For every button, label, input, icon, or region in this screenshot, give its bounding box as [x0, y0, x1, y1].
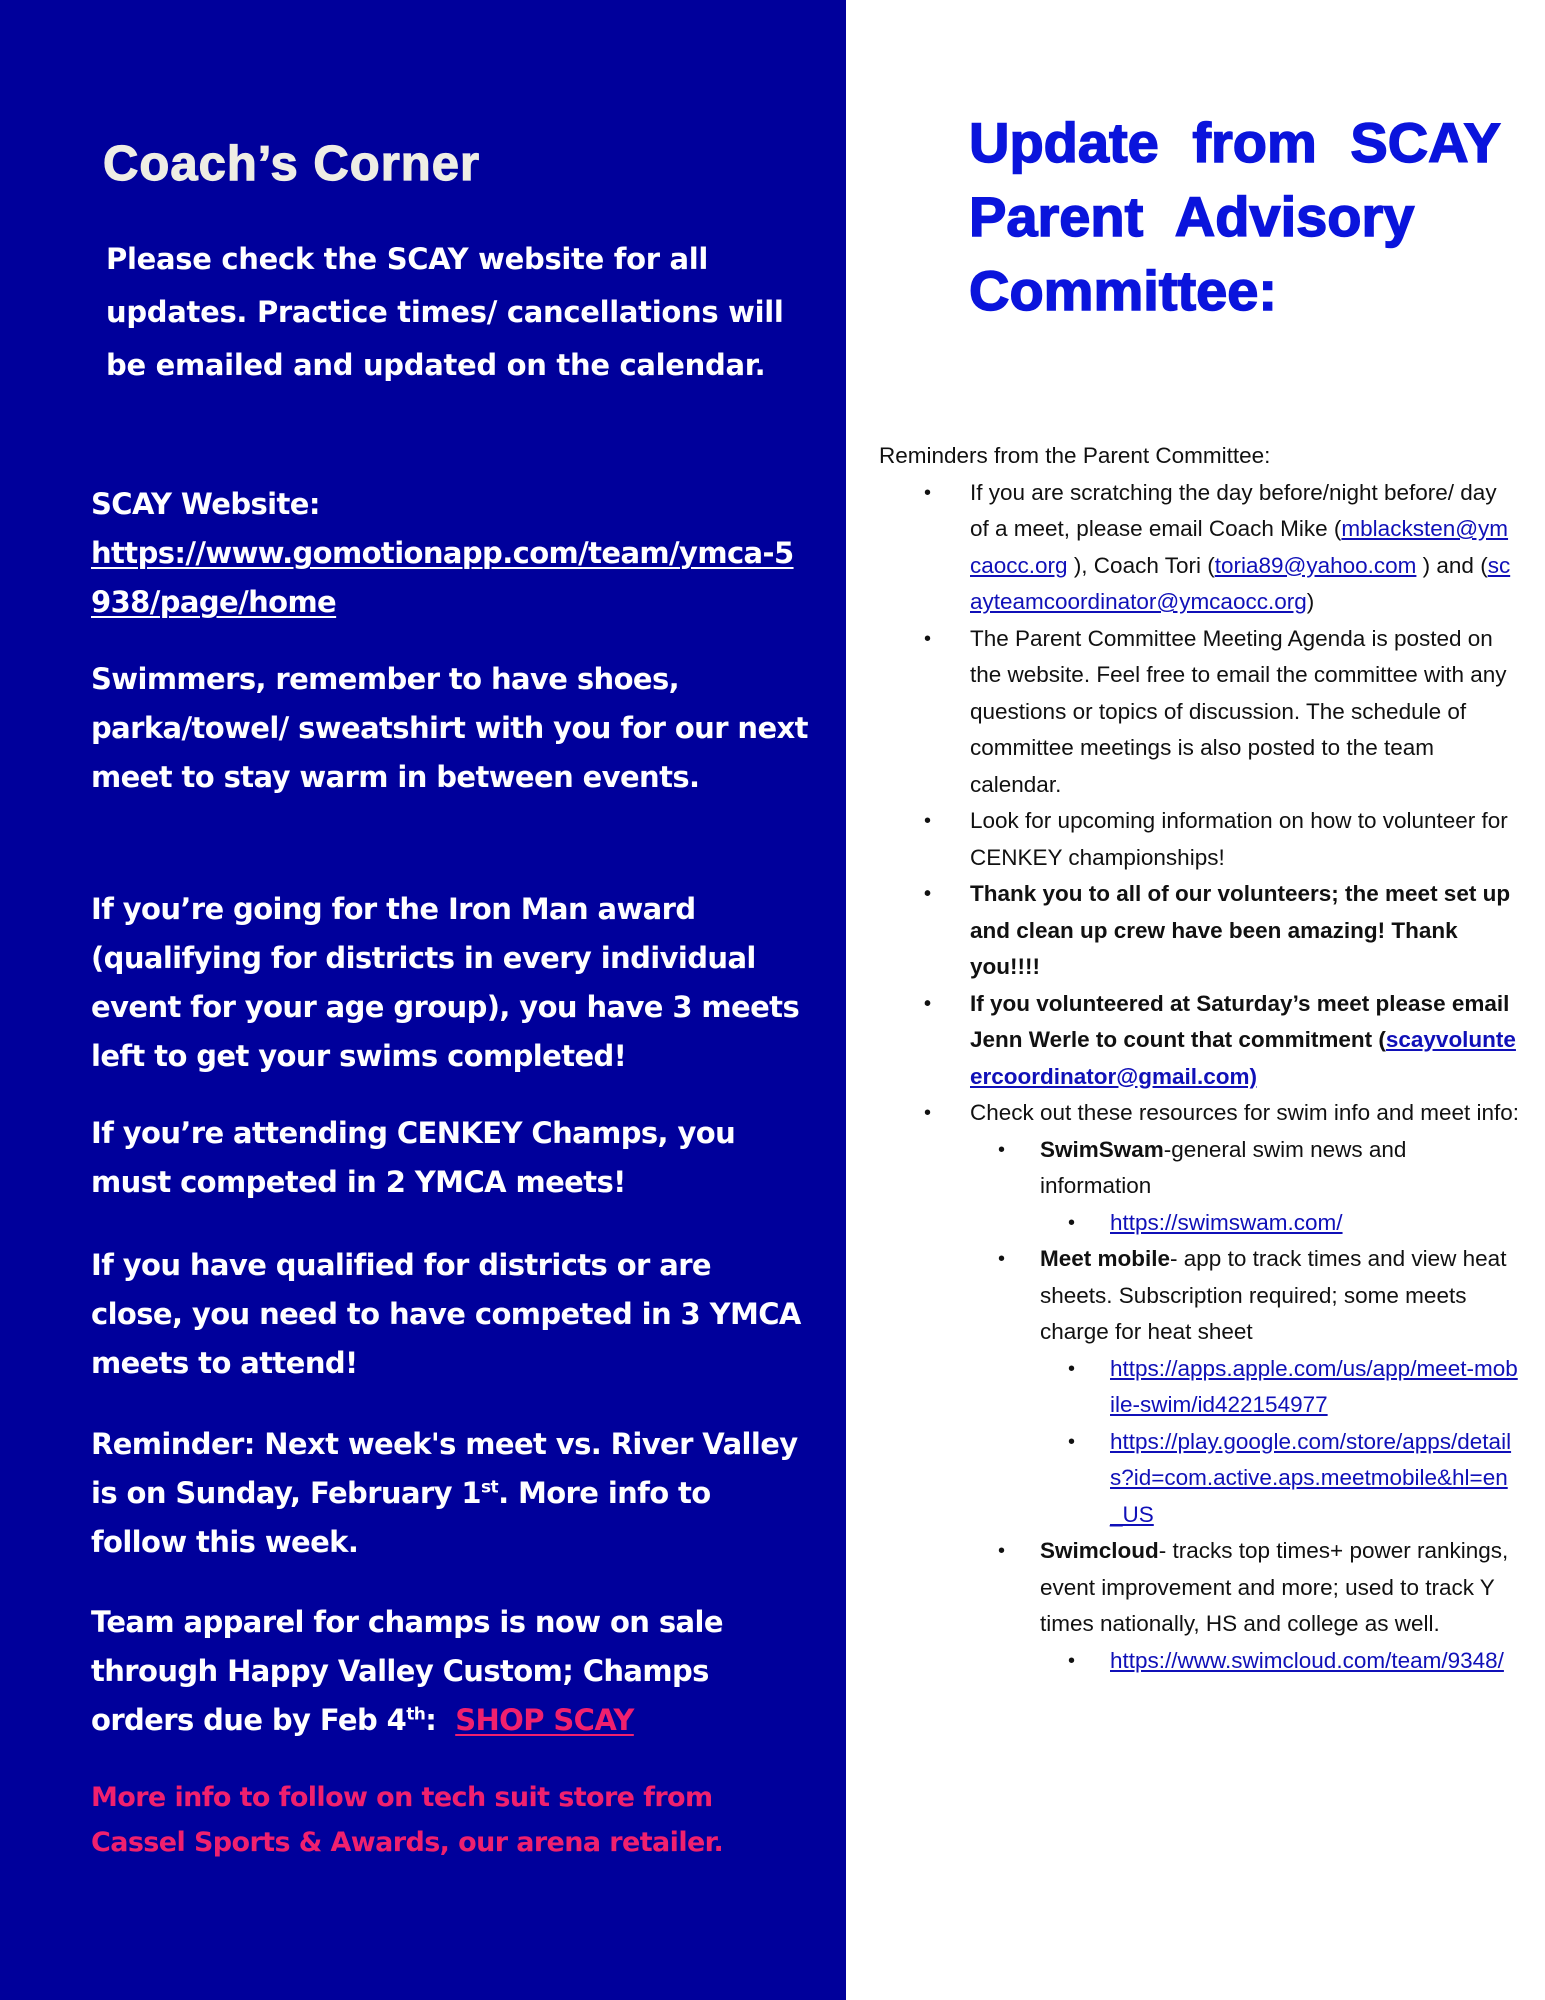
- item-text: (: [1378, 1027, 1386, 1052]
- ordinal-suffix: st: [481, 1477, 499, 1498]
- resource-link-item: [879, 1424, 1519, 1534]
- resource-desc: -general swim news and information: [1040, 1136, 1407, 1198]
- resource-item-swimcloud: [879, 1533, 1519, 1679]
- coach-intro-text: Please check the SCAY website for all updates. Practice times/ cancellations will be emailed and updated on the calendar.: [106, 242, 784, 382]
- list-item: [879, 876, 1519, 986]
- item-text: If you volunteered at Saturday’s meet please email Jenn Werle to count that commitment: [970, 990, 1510, 1052]
- bullet-icon: •: [924, 481, 932, 504]
- resource-name: Swimcloud: [1040, 1538, 1159, 1563]
- bullet-icon: •: [998, 1138, 1006, 1161]
- list-item: [879, 803, 1519, 876]
- iron-man-note: If you’re going for the Iron Man award (qualifying for districts in every individual event for your age group), you have 3 meets left to get your swims completed!: [91, 892, 800, 1073]
- resource-links: [1040, 1351, 1519, 1534]
- email-link-coach-mike[interactable]: mblacksten@ymcaocc.org: [970, 516, 1509, 578]
- list-item: [879, 621, 1519, 804]
- districts-note: If you have qualified for districts or are close, you need to have competed in 3 YMCA meets to attend!: [91, 1248, 801, 1380]
- resource-desc: - tracks top times+ power rankings, event improvement and more; used to track Y times nationally, HS and college as well.: [1040, 1538, 1509, 1636]
- resources-list: [970, 1132, 1519, 1680]
- email-link-volunteer-coordinator[interactable]: scayvolunteercoordinator@gmail.com): [970, 1027, 1516, 1089]
- item-text: If you are scratching the day before/night before/ day of a meet, please email Coach Mike (: [970, 479, 1497, 541]
- website-paragraph: [91, 480, 811, 627]
- bullet-icon: •: [998, 1248, 1006, 1270]
- apparel-text: Team apparel for champs is now on sale through Happy Valley Custom; Champs orders due by Feb 4: [91, 1605, 723, 1737]
- bullet-icon: •: [1068, 1430, 1076, 1453]
- list-item: [879, 986, 1519, 1096]
- website-label: SCAY Website:: [91, 487, 320, 521]
- cenkey-note: If you’re attending CENKEY Champs, you must competed in 2 YMCA meets!: [91, 1116, 736, 1199]
- resource-link-item: [879, 1351, 1519, 1424]
- resource-name: Meet mobile: [1040, 1246, 1171, 1271]
- resource-item-meet-mobile: [879, 1241, 1519, 1533]
- item-text: ), Coach Tori (: [1067, 552, 1215, 578]
- resource-links: [1040, 1643, 1519, 1680]
- resource-name: SwimSwam: [1040, 1136, 1164, 1162]
- item-text: The Parent Committee Meeting Agenda is posted on the website. Feel free to email the committee with any questions or topics of discussion. The schedule of committee meetings is also posted to the team calendar.: [970, 625, 1507, 797]
- website-link[interactable]: https://www.gomotionapp.com/team/ymca-5938/page/home: [91, 536, 794, 619]
- bullet-icon: •: [924, 810, 932, 832]
- item-text: Check out these resources for swim info and meet info:: [970, 1100, 1520, 1125]
- resource-links: [1040, 1205, 1519, 1242]
- bullet-icon: •: [998, 1540, 1006, 1562]
- resource-item-swimswam: [879, 1132, 1519, 1242]
- reminder-text-end: . More info to follow this week.: [91, 1476, 711, 1559]
- swimmers-note: Swimmers, remember to have shoes, parka/towel/ sweatshirt with you for our next meet to stay warm in between events.: [91, 662, 808, 794]
- resource-desc: - app to track times and view heat sheets. Subscription required; some meets charge for heat sheet: [1040, 1246, 1507, 1344]
- item-text: Look for upcoming information on how to volunteer for CENKEY championships!: [970, 808, 1508, 870]
- item-text: ): [1306, 589, 1315, 614]
- resource-link-item: [879, 1205, 1519, 1242]
- coach-corner-title: Coach’s Corner: [103, 137, 481, 191]
- apparel-note: [91, 1598, 811, 1745]
- meet-mobile-apple-link[interactable]: https://apps.apple.com/us/app/meet-mobile-swim/id422154977: [1110, 1355, 1518, 1417]
- item-text: Thank you to all of our volunteers; the meet set up and clean up crew have been amazing! Thank you!!!!: [970, 881, 1511, 979]
- resource-link-item: [879, 1643, 1519, 1680]
- list-item: [879, 475, 1519, 621]
- bullet-icon: •: [924, 883, 932, 905]
- bullet-icon: •: [1068, 1357, 1076, 1380]
- bullet-icon: •: [924, 1102, 932, 1124]
- reminders-section: [879, 438, 1519, 1679]
- email-link-coach-tori[interactable]: toria89@yahoo.com: [1214, 552, 1417, 578]
- list-item: [879, 1095, 1519, 1679]
- meet-reminder: [91, 1420, 811, 1567]
- swimswam-link[interactable]: https://swimswam.com/: [1110, 1209, 1343, 1235]
- parent-committee-title: Update from SCAY Parent Advisory Committee:: [969, 111, 1500, 322]
- reminders-intro: Reminders from the Parent Committee:: [879, 443, 1271, 468]
- bullet-icon: •: [1068, 1649, 1076, 1672]
- ordinal-suffix: th: [406, 1704, 426, 1725]
- bullet-icon: •: [1068, 1211, 1076, 1234]
- reminder-text: Reminder: Next week's meet vs. River Valley is on Sunday, February 1: [91, 1427, 798, 1510]
- bullet-icon: •: [924, 627, 932, 650]
- email-link-team-coordinator[interactable]: scayteamcoordinator@ymcaocc.org: [970, 552, 1511, 614]
- apparel-colon: :: [425, 1703, 456, 1737]
- item-text: ) and (: [1416, 552, 1488, 578]
- shop-scay-link[interactable]: SHOP SCAY: [455, 1703, 634, 1737]
- bullet-icon: •: [924, 992, 932, 1015]
- swimcloud-link[interactable]: https://www.swimcloud.com/team/9348/: [1110, 1647, 1504, 1673]
- tech-suit-note: More info to follow on tech suit store from Cassel Sports & Awards, our arena retailer.: [91, 1782, 724, 1858]
- meet-mobile-google-link[interactable]: https://play.google.com/store/apps/details?id=com.active.aps.meetmobile&hl=en_US: [1110, 1428, 1512, 1527]
- reminders-list: [879, 475, 1519, 1680]
